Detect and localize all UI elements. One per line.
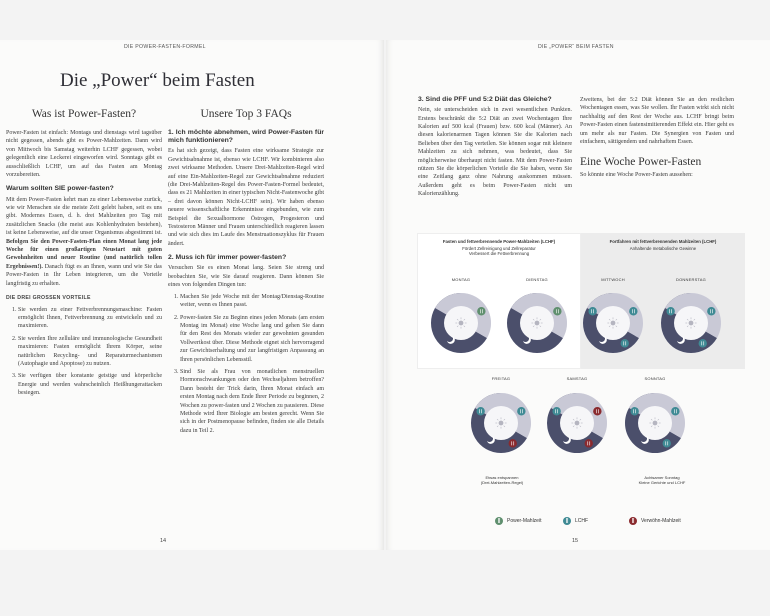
subheading-warum: Warum sollten SIE power-fasten? bbox=[6, 185, 114, 193]
fork-knife-icon bbox=[666, 307, 674, 315]
fork-knife-icon bbox=[593, 407, 601, 415]
sun-icon bbox=[575, 421, 580, 426]
fork-knife-icon bbox=[663, 439, 671, 447]
right-page bbox=[386, 40, 770, 550]
fork-knife-icon: || bbox=[495, 517, 503, 525]
day-label-freitag: FREITAG bbox=[491, 376, 511, 381]
list-item: 3. Sie verfügen über konstante geistige und körperliche Energie und werden wahrscheinlich Heißhungerattacken besiegen. bbox=[18, 372, 162, 397]
week-intro: So könnte eine Woche Power-Fasten aussehen: bbox=[580, 171, 693, 178]
faq-answer-3: Nein, sie unterscheiden sich in zwei wesentlichen Punkten. Erstens beschränkt die 5:2 Diät an zwei Wochentagen Ihre Kalorien auf 500 kcal (Frauen) bzw. 600 kcal (Männer). An diesen kalorienarmen Tagen können Sie die Kalorien nach Belieben über den Tag verteilen. Sie können sogar mit kleinere Mahlzeiten zu sich nehmen, was bedeutet, dass Sie möglicherweise überhaupt nicht fasten. Mit dem Power-Fasten nützen Sie die körperlichen Vorteile die Sie haben, wenn Sie eine Zeitlang ganz ohne Nahrung auskommen müssen. Außerdem geht es beim Power-Fasten nicht um Kalorienzählung. bbox=[418, 107, 572, 198]
fork-knife-icon: || bbox=[629, 517, 637, 525]
page-title: Die „Power“ beim Fasten bbox=[60, 70, 255, 91]
fork-knife-icon bbox=[699, 339, 707, 347]
page-number-right: 15 bbox=[572, 538, 579, 544]
week-diagram bbox=[417, 233, 745, 537]
list-item: 1. Machen Sie jede Woche mit der Montag/Dienstag-Routine weiter, wenn es Ihnen passt. bbox=[180, 293, 324, 310]
caption-saturday: Etwas entspannen (Drei-Mahlzeiten-Regel) bbox=[480, 475, 524, 486]
fork-knife-icon bbox=[707, 307, 715, 315]
running-head-left: DIE POWER-FASTEN-FORMEL bbox=[124, 44, 206, 50]
day-label-montag: MONTAG bbox=[451, 277, 471, 282]
box-left-sub1: Fördert Zellreinigung und Zellreparatur bbox=[462, 245, 536, 251]
benefits-list bbox=[6, 306, 162, 398]
box-right-title: Fortfahren mit fettverbrennenden Mahlzeiten (LCHF) bbox=[609, 239, 717, 244]
list-item: 2. Power-fasten Sie zu Beginn eines jeden Monats (am ersten Montag im Monat) eine Woche lang und gehen Sie dann für den Rest des Monats wieder zur gewohnten gesunden Vollwertkost über. Diese Methode eignet sich hervorragend zur Gewichtserhaltung und zur langfristigen Anpassung an Ihren persönlichen Lebensstil. bbox=[180, 314, 324, 364]
column-faq-3 bbox=[418, 96, 572, 202]
intro-paragraph: Power-Fasten ist einfach: Montags und dienstags wird tagsüber nicht gegessen, abends gibt es Power-Mahlzeiten. Dann wird von Mittwoch bis Samstag weiterhin LCHF gegessen, wobei gelegentlich eine Leckerei eingeworfen wird. Sonntags gibt es ausschließlich LCHF, um auf das Fasten am Montag vorzubereiten. bbox=[6, 130, 162, 179]
box-right-sub: Anhaltende metabolische Gewinne bbox=[629, 245, 697, 251]
heading-faqs: Unsere Top 3 FAQs bbox=[200, 108, 292, 120]
fork-knife-icon bbox=[629, 307, 637, 315]
sun-icon bbox=[689, 321, 694, 326]
day-label-dienstag: DIENSTAG bbox=[526, 277, 548, 282]
fork-knife-icon bbox=[671, 407, 679, 415]
heading-week: Eine Woche Power-Fasten bbox=[580, 156, 702, 169]
legend-lchf: || LCHF bbox=[563, 517, 588, 525]
day-label-donnerstag: DONNERSTAG bbox=[676, 277, 706, 282]
running-head-right: DIE „POWER“ BEIM FASTEN bbox=[538, 44, 614, 50]
options-list bbox=[168, 293, 324, 436]
page-number-left: 14 bbox=[160, 538, 167, 544]
legend-treat: || Verwöhn-Mahlzeit bbox=[629, 517, 681, 525]
fork-knife-icon bbox=[630, 407, 638, 415]
faq-question-2: 2. Muss ich für immer power-fasten? bbox=[168, 254, 287, 262]
fork-knife-icon bbox=[509, 439, 517, 447]
legend-power: || Power-Mahlzeit bbox=[495, 517, 541, 525]
column-power-fasten bbox=[6, 108, 162, 402]
left-page bbox=[0, 40, 384, 550]
list-item: 2. Sie werden Ihre zelluläre und immunologische Gesundheit maximieren: Fasten ermöglicht Ihrem Körper, seine natürlichen Recycling- und Reparaturmechanismen (Autophagie und Apoptose) zu nutzen. bbox=[18, 335, 162, 369]
fork-knife-icon bbox=[477, 307, 485, 315]
faq-question-3: 3. Sind die PFF und 5:2 Diät das Gleiche? bbox=[418, 96, 552, 103]
day-label-samstag: SAMSTAG bbox=[566, 376, 588, 381]
fork-knife-icon bbox=[476, 407, 484, 415]
heading-was-ist: Was ist Power-Fasten? bbox=[31, 108, 137, 120]
fork-knife-icon bbox=[552, 407, 560, 415]
caps-heading-vorteile: DIE DREI GROSSEN VORTEILE bbox=[6, 295, 91, 302]
fork-knife-icon bbox=[588, 307, 596, 315]
list-item: 1. Sie werden zu einer Fettverbrennungsmaschine: Fasten ermöglicht Ihnen, Fettverbrennung zu entwickeln und zu maximieren. bbox=[18, 306, 162, 331]
faq-question-1: 1. Ich möchte abnehmen, wird Power-Fasten für mich funktionieren? bbox=[168, 129, 324, 145]
day-label-mittwoch: MITTWOCH bbox=[601, 277, 625, 282]
sun-icon bbox=[535, 321, 540, 326]
faq-answer-1: Es hat sich gezeigt, dass Fasten eine wirksame Strategie zur Gewichtsabnahme ist, ebenso wie LCHF. Wir kombinieren also zwei wirksame Methoden. Unsere Drei-Mahlzeiten-Regel wird auf eine Ein-Mahlzeiten-Regel zur Gewichtsabnahme reduziert (die Drei-Mahlzeiten-Regel des Power-Fasten-Formel bedeutet, dass es 21 Mahlzeiten in einer typischen Nicht-Fastenwoche gibt – drei davon können Nicht-LCHF sein). Wir haben ebenso neuere wissenschaftliche Erkenntnisse eingebunden, wie zum Beispiel die Sexualhormone Östrogen, Progesteron und Testosteron Männer und Frauen unterschiedlich reagieren lassen und wie sich dies im Laufe des Menstruationszyklus für Frauen ändert. bbox=[168, 148, 324, 247]
day-label-sonntag: SONNTAG bbox=[644, 376, 666, 381]
caption-sunday: Achtsamer Sonntag Kleine Gerichte und LCHF bbox=[638, 475, 686, 486]
sun-icon bbox=[459, 321, 464, 326]
sun-icon bbox=[499, 421, 504, 426]
fork-knife-icon bbox=[553, 307, 561, 315]
fork-knife-icon bbox=[621, 339, 629, 347]
list-item: 3. Sind Sie als Frau von monatlichen menstruellen Hormonschwankungen oder den Wechseljahren betroffen? Dann besteht der Trick darin, Ihren Monat einfach am ersten Montag nach dem Ende Ihrer Periode zu beginnen, 2 Wochen zu power-fasten und 2 Wochen zu pausieren. Diese Methode wird Ihrer Biologie am besten gerecht. Wenn Sie sich in der Postmenopause befinden, finden sie alle Details dazu in Teil 2. bbox=[180, 368, 324, 435]
fork-knife-icon: || bbox=[563, 517, 571, 525]
sun-icon bbox=[611, 321, 616, 326]
column-faqs bbox=[168, 108, 324, 439]
column-week bbox=[580, 96, 734, 182]
box-left-sub2: Verbessert die Fettverbrennung bbox=[468, 251, 530, 257]
fork-knife-icon bbox=[517, 407, 525, 415]
day-clocks bbox=[417, 233, 745, 473]
faq-answer-2: Versuchen Sie es einen Monat lang. Seien Sie streng und beobachten Sie, wie Sie darauf reagieren. Dann können Sie eines von folgenden Dingen tun: bbox=[168, 265, 324, 289]
faq-answer-3-continued: Zweitens, bei der 5:2 Diät können Sie an den restlichen Wochentagen essen, was Sie wollen. Ihr Fasten wirkt sich nicht nachhaltig auf den Rest der Woche aus. LCHF bringt beim Power-Fasten einen fastensimitierenden Effekt ein. Hier geht es um mehr als nur Fasten. Die Synergien von Fasten und einfachem, sättigendem und nahrhaftem Essen. bbox=[580, 97, 734, 146]
paragraph-warum: Mit dem Power-Fasten kehrt man zu einer Lebensweise zurück, wie wir Menschen sie die meiste Zeit gelebt haben, seit es uns gibt. Modernes Essen, d. h. drei Mahlzeiten pro Tag mit zusätzlichen Snacks (die meist aus Kohlenhydraten bestehen), ist keine Lebensweise, auf die unser Organismus abgestimmt ist. Befolgen Sie den Power-Fasten-Plan einen Monat lang jede Woche für einen großartigen Neustart mit guten Gewohnheiten und neuer Routine (und natürlich tollen Ergebnissen!). Danach fügt es an Ihnen, wann und wie Sie das Power-Fasten in Ihr Leben integrieren, um die Vorteile langfristig zu erhalten. bbox=[6, 196, 162, 287]
box-left-title: Fasten und fettverbrennende Power-Mahlzeiten (LCHF) bbox=[442, 239, 556, 244]
sun-icon bbox=[653, 421, 658, 426]
fork-knife-icon bbox=[585, 439, 593, 447]
